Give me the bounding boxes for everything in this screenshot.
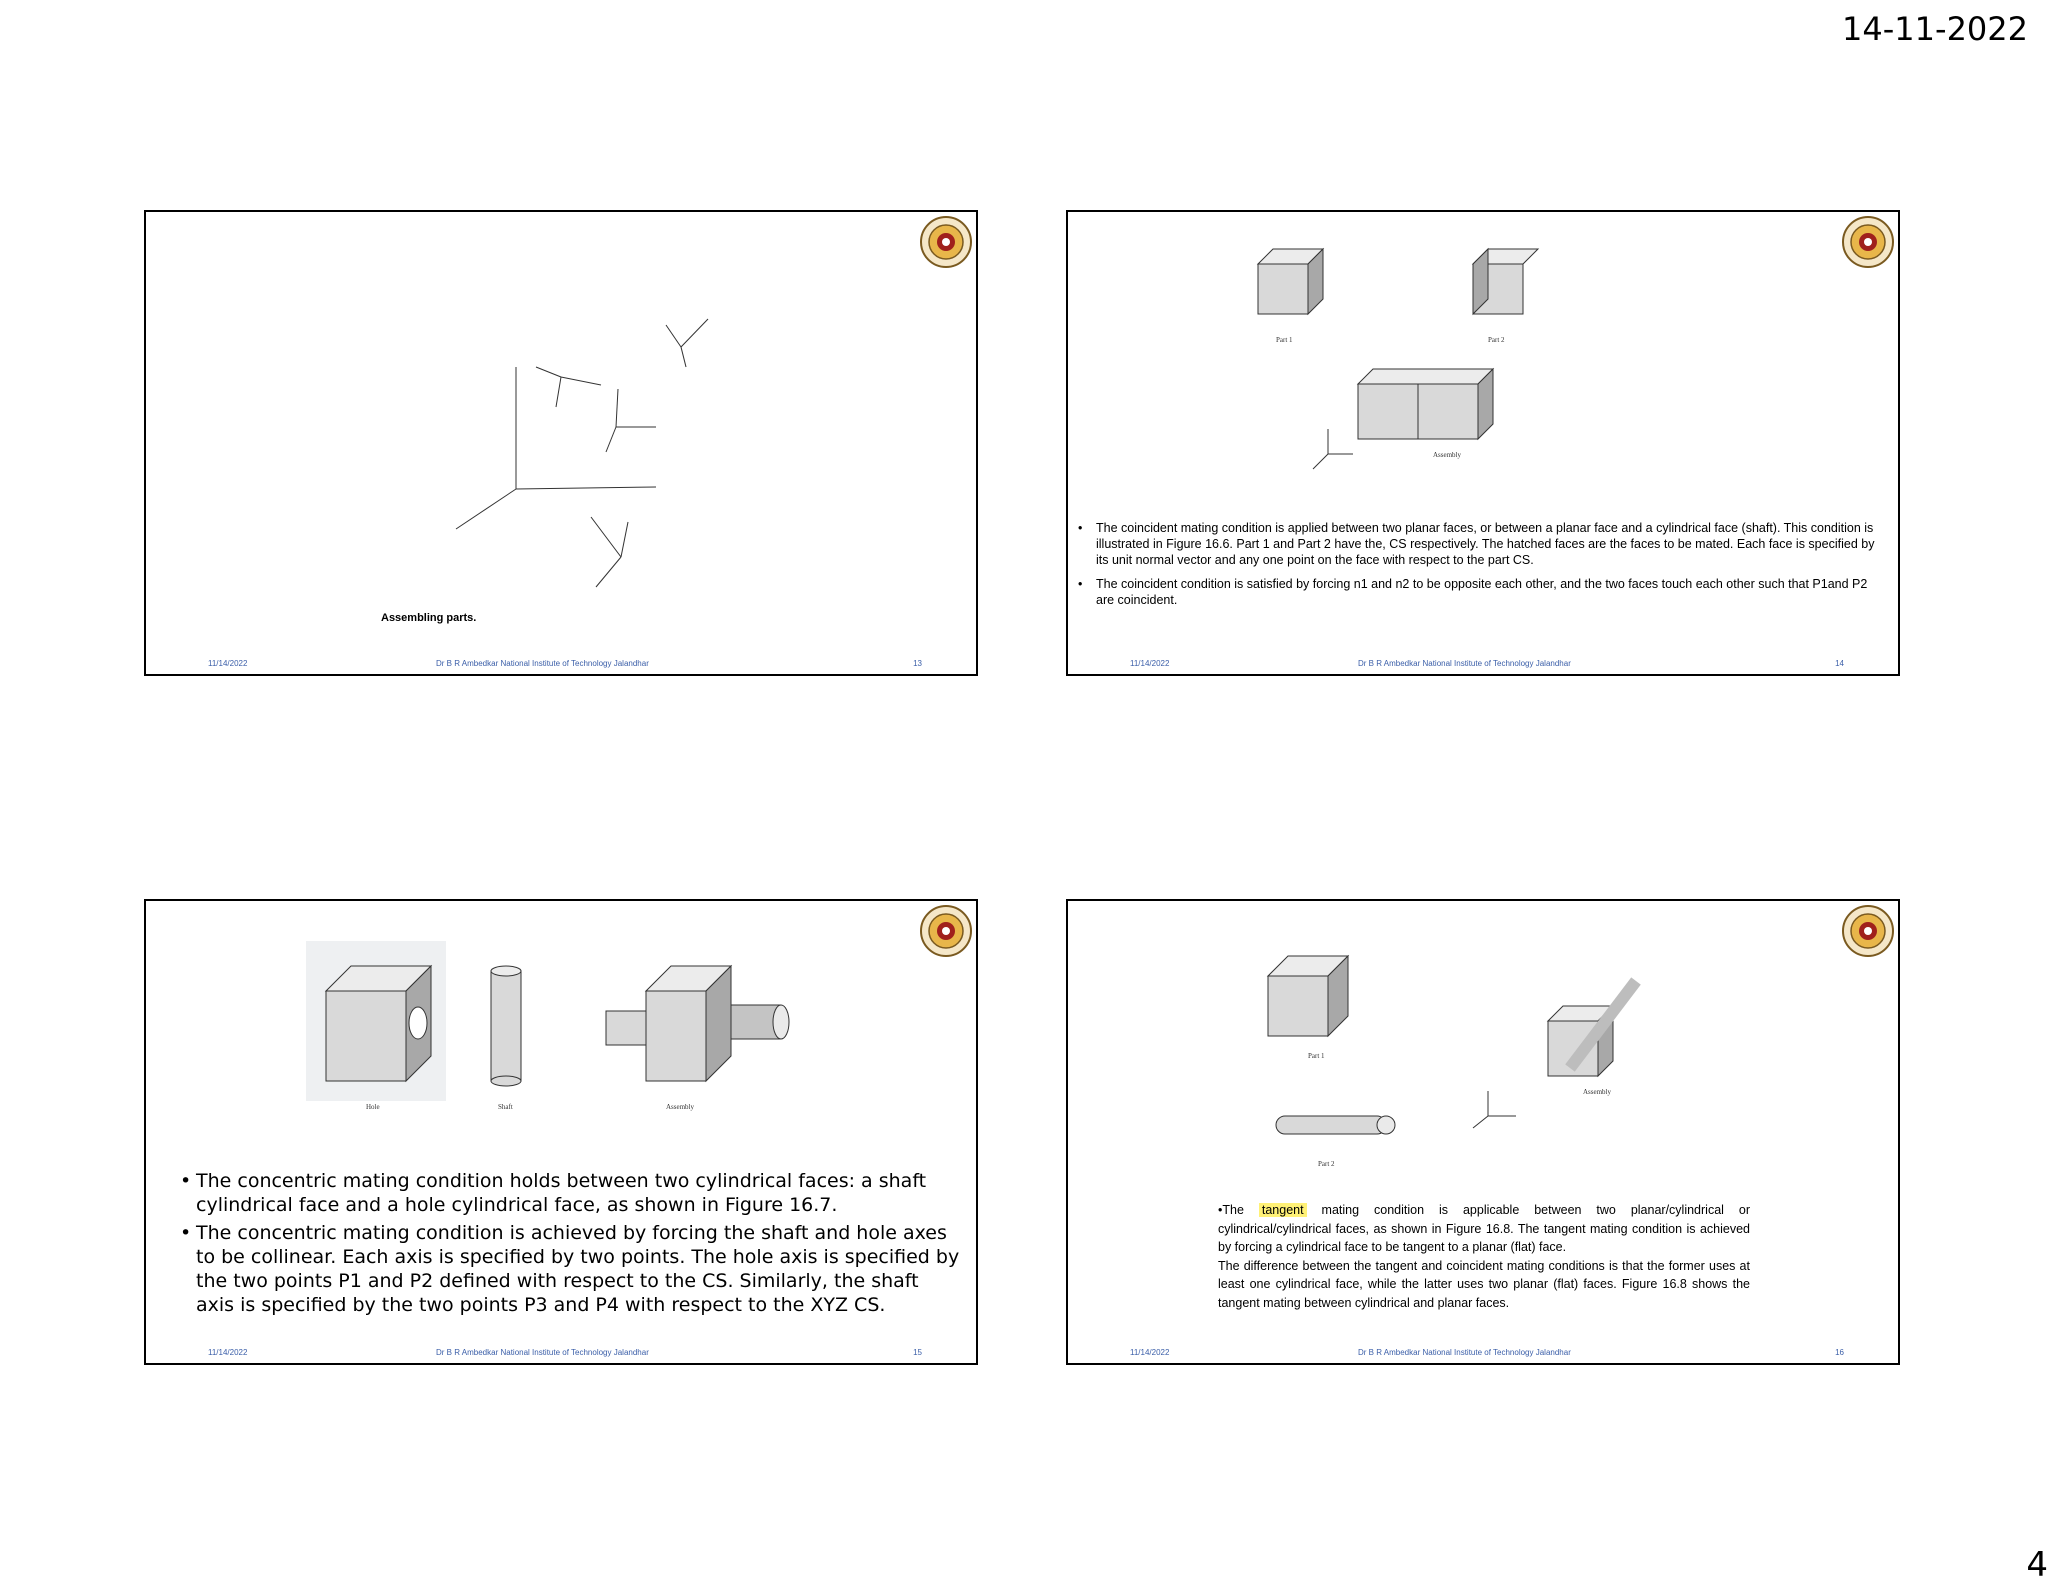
footer-date: 11/14/2022	[208, 1348, 248, 1357]
figure-label-assembly: Assembly	[666, 1103, 694, 1111]
figure-label-assembly: Assembly	[1583, 1088, 1611, 1096]
slide-14	[1066, 210, 1900, 676]
footer-institute: Dr B R Ambedkar National Institute of Technology Jalandhar	[436, 1348, 649, 1357]
concentric-figure	[306, 941, 806, 1141]
page-header-date: 14-11-2022	[1842, 10, 2028, 48]
institute-logo-icon	[918, 903, 974, 959]
figure-label-part2: Part 2	[1318, 1160, 1335, 1168]
slide-number: 15	[913, 1348, 922, 1357]
slide-16	[1066, 899, 1900, 1365]
slide-15	[144, 899, 978, 1365]
slide-footer	[1068, 659, 1898, 671]
slide-paragraph	[1218, 1201, 1750, 1312]
slide-number: 13	[913, 659, 922, 668]
bullet-item: • The coincident condition is satisfied by forcing n1 and n2 to be opposite each other, and the two faces touch each other such that P1and P2 are coincident.	[1078, 576, 1878, 608]
page-number: 4	[2026, 1545, 2048, 1585]
slide-footer	[1068, 1348, 1898, 1360]
figure-label-assembly: Assembly	[1433, 451, 1461, 459]
footer-institute: Dr B R Ambedkar National Institute of Technology Jalandhar	[436, 659, 649, 668]
bullet-list	[180, 1169, 960, 1321]
figure-label-part1: Part 1	[1308, 1052, 1325, 1060]
figure-label-shaft: Shaft	[498, 1103, 513, 1111]
bullet-list	[1078, 520, 1878, 616]
highlighted-term: tangent	[1259, 1203, 1307, 1217]
bullet-item: • The concentric mating condition is achieved by forcing the shaft and hole axes to be collinear. Each axis is specified by two points. The hole axis is specified by the two points P1 and P2 defined with respect to the CS. Similarly, the shaft axis is specified by the two points P3 and P4 with respect to the XYZ CS.	[180, 1221, 960, 1317]
para-body: mating condition is applicable between two planar/cylindrical or cylindrical/cylindrical faces, as shown in Figure 16.8. The tangent mating condition is achieved by forcing a cylindrical face to be tangent to a planar (flat) face.	[1218, 1203, 1750, 1254]
coincident-figure	[1248, 214, 1678, 510]
figure-label-hole: Hole	[366, 1103, 380, 1111]
institute-logo-icon	[1840, 903, 1896, 959]
slide-footer	[146, 1348, 976, 1360]
slide-footer	[146, 659, 976, 671]
footer-date: 11/14/2022	[1130, 659, 1170, 668]
footer-date: 11/14/2022	[1130, 1348, 1170, 1357]
slide-number: 16	[1835, 1348, 1844, 1357]
figure-caption: Assembling parts.	[381, 612, 477, 624]
bullet-item: • The concentric mating condition holds between two cylindrical faces: a shaft cylindrical face and a hole cylindrical face, as shown in Figure 16.7.	[180, 1169, 960, 1217]
slide-13	[144, 210, 978, 676]
footer-date: 11/14/2022	[208, 659, 248, 668]
tangent-figure	[1258, 936, 1658, 1196]
para-prefix: •The	[1218, 1203, 1244, 1217]
bullet-item: • The coincident mating condition is applied between two planar faces, or between a planar face and a cylindrical face (shaft). This condition is illustrated in Figure 16.6. Part 1 and Part 2 have the, CS respectively. The hatched faces are the faces to be mated. Each face is specified by its unit normal vector and any one point on the face with respect to the part CS.	[1078, 520, 1878, 568]
footer-institute: Dr B R Ambedkar National Institute of Technology Jalandhar	[1358, 1348, 1571, 1357]
assembling-parts-figure	[396, 267, 736, 597]
figure-label-part1: Part 1	[1276, 336, 1293, 344]
figure-label-part2: Part 2	[1488, 336, 1505, 344]
institute-logo-icon	[918, 214, 974, 270]
institute-logo-icon	[1840, 214, 1896, 270]
slide-number: 14	[1835, 659, 1844, 668]
footer-institute: Dr B R Ambedkar National Institute of Technology Jalandhar	[1358, 659, 1571, 668]
para-body-2: The difference between the tangent and coincident mating conditions is that the former uses at least one cylindrical face, while the latter uses two planar (flat) faces. Figure 16.8 shows the tangent mating between cylindrical and planar faces.	[1218, 1258, 1750, 1310]
